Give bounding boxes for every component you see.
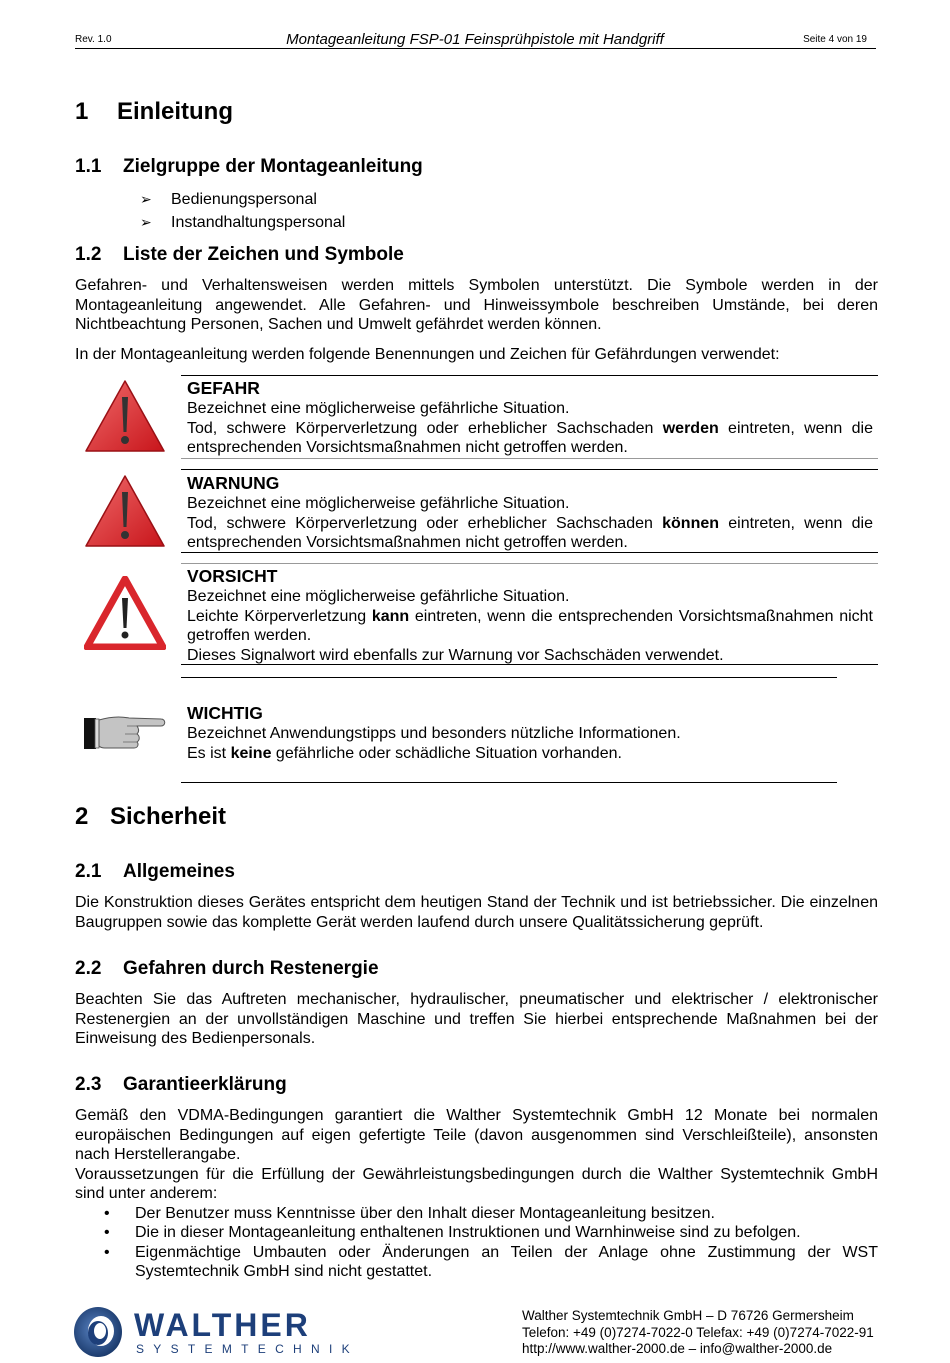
- header-divider: [75, 48, 876, 49]
- table-rule: [181, 469, 878, 470]
- text-run: eintreten, wenn die entsprechenden Vorsichtsmaßnahmen nicht getroffen werden.: [187, 419, 873, 456]
- heading-number: 1.1: [75, 156, 102, 177]
- text-run: Leichte Körperverletzung: [187, 607, 372, 625]
- list-item: [140, 211, 345, 234]
- paragraph: In der Montageanleitung werden folgende Benennungen und Zeichen für Gefährdungen verwendet:: [75, 346, 780, 363]
- text-run: Tod, schwere Körperverletzung oder erheblicher Sachschaden: [187, 419, 663, 437]
- signal-word: GEFAHR: [187, 378, 260, 398]
- logo-subtitle: SYSTEMTECHNIK: [136, 1342, 359, 1356]
- heading-text: Sicherheit: [110, 803, 227, 830]
- heading-number: 1.2: [75, 244, 102, 265]
- general-paragraph: [75, 893, 878, 932]
- emphasis: werden: [662, 419, 719, 437]
- heading-number: 1: [75, 98, 89, 125]
- symbol-gefahr: [187, 378, 873, 458]
- heading-number: 2.1: [75, 861, 102, 882]
- list-item-text: Instandhaltungspersonal: [171, 214, 346, 231]
- signal-word: WICHTIG: [187, 703, 263, 723]
- heading-1-1: [75, 156, 423, 178]
- danger-triangle-icon: [84, 474, 166, 548]
- list-item: • Die in dieser Montageanleitung enthaltenen Instruktionen und Warnhinweise sind zu befolgen.: [75, 1223, 878, 1243]
- symbols-intro-paragraph: [75, 276, 878, 335]
- text-run: eintreten, wenn die entsprechenden Vorsichtsmaßnahmen nicht getroffen werden.: [187, 514, 873, 551]
- residual-energy-paragraph: [75, 990, 878, 1049]
- table-rule: [181, 375, 878, 376]
- heading-text: Einleitung: [117, 98, 233, 125]
- symbol-consequence: [187, 419, 873, 458]
- pointing-hand-icon: [83, 713, 167, 751]
- symbols-usage-paragraph: [75, 345, 878, 365]
- heading-text: Liste der Zeichen und Symbole: [123, 244, 404, 265]
- target-group-list: [140, 188, 345, 234]
- emphasis: kann: [371, 607, 410, 625]
- danger-triangle-icon: [84, 379, 166, 453]
- text-run: Tod, schwere Körperverletzung oder erheblicher Sachschaden: [187, 514, 663, 532]
- symbol-vorsicht: [187, 566, 873, 665]
- footer-phone: Telefon: +49 (0)7274-7022-0 Telefax: +49 (0)7274-7022-91: [522, 1324, 874, 1340]
- paragraph: Voraussetzungen für die Erfüllung der Gewährleistungsbedingungen durch die Walther Systemtechnik GmbH sind unter anderem:: [75, 1165, 878, 1202]
- list-item: • Der Benutzer muss Kenntnisse über den Inhalt dieser Montageanleitung besitzen.: [75, 1204, 878, 1224]
- walther-logo: [74, 1306, 364, 1363]
- arrow-bullet-icon: ➢: [140, 214, 152, 230]
- list-item: • Eigenmächtige Umbauten oder Änderungen an Teilen der Anlage ohne Zustimmung der WST Systemtechnik GmbH sind nicht gestattet.: [75, 1243, 878, 1282]
- heading-text: Gefahren durch Restenergie: [123, 958, 379, 979]
- heading-2-1: [75, 861, 235, 883]
- table-rule: [181, 782, 837, 783]
- symbol-description: Bezeichnet eine möglicherweise gefährliche Situation.: [187, 400, 570, 417]
- emphasis: können: [662, 514, 720, 532]
- table-rule: [181, 563, 878, 564]
- symbol-consequence: [187, 607, 873, 646]
- logo-word: WALTHER: [134, 1307, 311, 1343]
- footer-company: Walther Systemtechnik GmbH – D 76726 Germersheim: [522, 1308, 854, 1323]
- table-rule: [181, 664, 878, 665]
- list-item: [140, 188, 345, 211]
- paragraph: Beachten Sie das Auftreten mechanischer, hydraulischer, pneumatischer und elektrischer / elektronischer Restenergien an der unvollständigen Maschine und treffen Sie hierbei entsprechende Maßnahmen bei der Einweisung des Bedienpersonals.: [75, 991, 878, 1047]
- heading-section-1: [75, 98, 233, 126]
- paragraph: Gefahren- und Verhaltensweisen werden mittels Symbolen unterstützt. Die Symbole werden in der Montageanleitung angewendet. Alle Gefahren- und Hinweissymbole beschreiben Umstände, bei deren Nichtbeachtung Personen, Sachen und Umwelt gefährdet werden können.: [75, 277, 878, 333]
- warranty-conditions-list: [75, 1204, 878, 1282]
- header-page-number: Seite 4 von 19: [803, 34, 867, 45]
- arrow-bullet-icon: ➢: [140, 191, 152, 207]
- heading-text: Allgemeines: [123, 861, 235, 882]
- paragraph: Die Konstruktion dieses Gerätes entspricht dem heutigen Stand der Technik und ist betriebssicher. Die einzelnen Baugruppen sowie das komplette Gerät werden laufend durch unsere Qualitätssicherung geprüft.: [75, 894, 878, 931]
- heading-text: Garantieerklärung: [123, 1074, 287, 1095]
- header-title: Montageanleitung FSP-01 Feinsprühpistole mit Handgriff: [286, 31, 664, 48]
- list-item-text: Bedienungspersonal: [171, 191, 317, 208]
- signal-word: VORSICHT: [187, 566, 278, 586]
- caution-triangle-icon: [84, 576, 166, 650]
- symbol-wichtig: [187, 703, 873, 763]
- emphasis: keine: [230, 744, 272, 762]
- heading-2-2: [75, 958, 379, 980]
- symbol-description: Bezeichnet eine möglicherweise gefährliche Situation.: [187, 495, 570, 512]
- heading-number: 2.3: [75, 1074, 102, 1095]
- heading-2-3: [75, 1074, 287, 1096]
- symbol-warnung: [187, 473, 873, 553]
- table-rule: [181, 677, 837, 678]
- symbol-consequence: [187, 514, 873, 553]
- footer-web-link[interactable]: http://www.walther-2000.de – info@walther-2000.de: [522, 1341, 833, 1356]
- paragraph: Gemäß den VDMA-Bedingungen garantiert die Walther Systemtechnik GmbH 12 Monate bei normalen europäischen Bedingungen auf eigen gefertigte Teile (davon ausgenommen sind Verschleißteile), ansonsten nach Herstellerangabe.: [75, 1107, 878, 1163]
- heading-number: 2: [75, 803, 89, 830]
- heading-section-2: [75, 803, 226, 831]
- table-rule: [181, 458, 878, 459]
- table-rule: [181, 552, 878, 553]
- text-run: gefährliche oder schädliche Situation vorhanden.: [271, 744, 622, 762]
- footer-address: [522, 1308, 874, 1358]
- symbol-note: Dieses Signalwort wird ebenfalls zur Warnung vor Sachschäden verwendet.: [187, 646, 724, 664]
- signal-word: WARNUNG: [187, 473, 280, 493]
- heading-number: 2.2: [75, 958, 102, 979]
- text-run: Es ist: [187, 744, 231, 762]
- heading-1-2: [75, 244, 404, 266]
- header-revision: Rev. 1.0: [75, 34, 112, 45]
- text-run: eintreten, wenn die entsprechenden Vorsichtsmaßnahmen nicht getroffen werden.: [187, 607, 873, 644]
- warranty-section: [75, 1106, 878, 1282]
- symbol-description: Bezeichnet Anwendungstipps und besonders nützliche Informationen.: [187, 725, 681, 742]
- symbol-consequence: [187, 744, 873, 764]
- heading-text: Zielgruppe der Montageanleitung: [123, 156, 423, 177]
- symbol-description: Bezeichnet eine möglicherweise gefährliche Situation.: [187, 588, 570, 605]
